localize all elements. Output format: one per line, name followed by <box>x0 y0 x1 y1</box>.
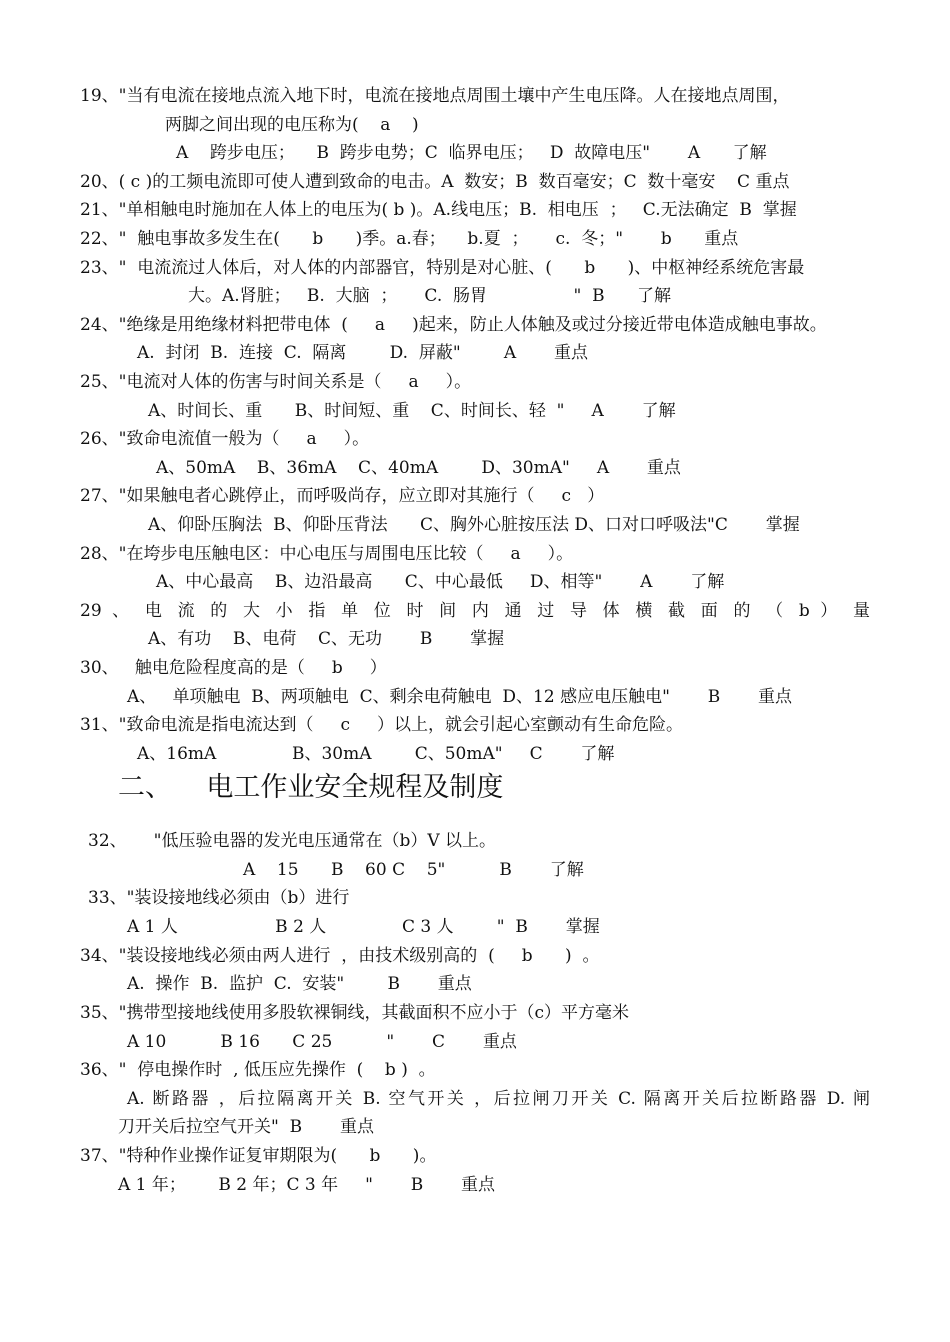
q19-stem-cont: 两脚之间出现的电压称为( a ) <box>165 115 419 135</box>
section-heading: 二、 电工作业安全规程及制度 <box>118 772 504 803</box>
q19-options: A 跨步电压； B 跨步电势；C 临界电压； D 故障电压" A 了解 <box>176 143 767 163</box>
q32-stem: 32、 "低压验电器的发光电压通常在（b）V 以上。 <box>88 831 497 851</box>
q37-stem: 37、"特种作业操作证复审期限为( b )。 <box>80 1146 437 1166</box>
q26-stem: 26、"致命电流值一般为（ a ）。 <box>80 429 370 449</box>
q31-options: A、16mA B、30mA C、50mA" C 了解 <box>137 744 615 764</box>
q28-stem: 28、"在垮步电压触电区：中心电压与周围电压比较（ a ）。 <box>80 544 574 564</box>
q36-options: A. 断路器 ，后拉隔离开关 B. 空气开关 ，后拉闸刀开关 C. 隔离开关后拉断路器 D. 闸 <box>127 1089 870 1109</box>
q24-options: A. 封闭 B. 连接 C. 隔离 D. 屏蔽" A 重点 <box>137 343 589 363</box>
q20: 20、( c )的工频电流即可使人遭到致命的电击。A 数安；B 数百毫安；C 数十毫安 C 重点 <box>80 172 790 192</box>
q35-stem: 35、"携带型接地线使用多股软裸铜线，其截面积不应小于（c）平方毫米 <box>80 1003 629 1023</box>
q28-options: A、中心最高 B、边沿最高 C、中心最低 D、相等" A 了解 <box>156 572 725 592</box>
q22: 22、" 触电事故多发生在( b )季。a.春； b.夏 ； c. 冬；" b 重点 <box>80 229 739 249</box>
q36-stem: 36、" 停电操作时 , 低压应先操作 ( b ) 。 <box>80 1060 436 1080</box>
q35-options: A 10 B 16 C 25 " C 重点 <box>127 1032 517 1052</box>
q33-options: A 1 人 B 2 人 C 3 人 " B 掌握 <box>127 917 600 937</box>
q29-stem: 29 、 电 流 的 大 小 指 单 位 时 间 内 通 过 导 体 横 截 面 的 （ b ） 量 <box>80 601 870 621</box>
q25-options: A、时间长、重 B、时间短、重 C、时间长、轻 " A 了解 <box>148 401 676 421</box>
q30-stem: 30、 触电危险程度高的是（ b ） <box>80 658 387 678</box>
q25-stem: 25、"电流对人体的伤害与时间关系是（ a ）。 <box>80 372 472 392</box>
q29-options: A、有功 B、电荷 C、无功 B 掌握 <box>148 629 505 649</box>
q34-options: A. 操作 B. 监护 C. 安装" B 重点 <box>127 974 472 994</box>
q23-stem: 23、" 电流流过人体后，对人体的内部器官，特别是对心脏、( b )、中枢神经系统危害最 <box>80 258 805 278</box>
q36-options-cont: 刀开关后拉空气开关" B 重点 <box>118 1117 374 1137</box>
q33-stem: 33、"装设接地线必须由（b）进行 <box>88 888 350 908</box>
q26-options: A、50mA B、36mA C、40mA D、30mA" A 重点 <box>156 458 681 478</box>
q19-stem: 19、"当有电流在接地点流入地下时，电流在接地点周围土壤中产生电压降。人在接地点周围， <box>80 86 790 106</box>
q31-stem: 31、"致命电流是指电流达到（ c ）以上，就会引起心室颤动有生命危险。 <box>80 715 684 735</box>
q34-stem: 34、"装设接地线必须由两人进行 ，由技术级别高的 ( b ) 。 <box>80 946 600 966</box>
q32-options: A 15 B 60 C 5" B 了解 <box>243 860 584 880</box>
q21: 21、"单相触电时施加在人体上的电压为( b )。A.线电压；B. 相电压 ； C.无法确定 B 掌握 <box>80 200 797 220</box>
q24-stem: 24、"绝缘是用绝缘材料把带电体 ( a )起来，防止人体触及或过分接近带电体造成触电事故。 <box>80 315 827 335</box>
q27-options: A、仰卧压胸法 B、仰卧压背法 C、胸外心脏按压法 D、口对口呼吸法"C 掌握 <box>148 515 800 535</box>
q30-options: A、 单项触电 B、两项触电 C、剩余电荷触电 D、12 感应电压触电" B 重点 <box>127 687 793 707</box>
q37-options: A 1 年； B 2 年；C 3 年 " B 重点 <box>118 1175 496 1195</box>
q27-stem: 27、"如果触电者心跳停止，而呼吸尚存，应立即对其施行（ c ） <box>80 486 605 506</box>
q23-options: 大。A.肾脏； B. 大脑 ； C. 肠胃 " B 了解 <box>188 286 672 306</box>
